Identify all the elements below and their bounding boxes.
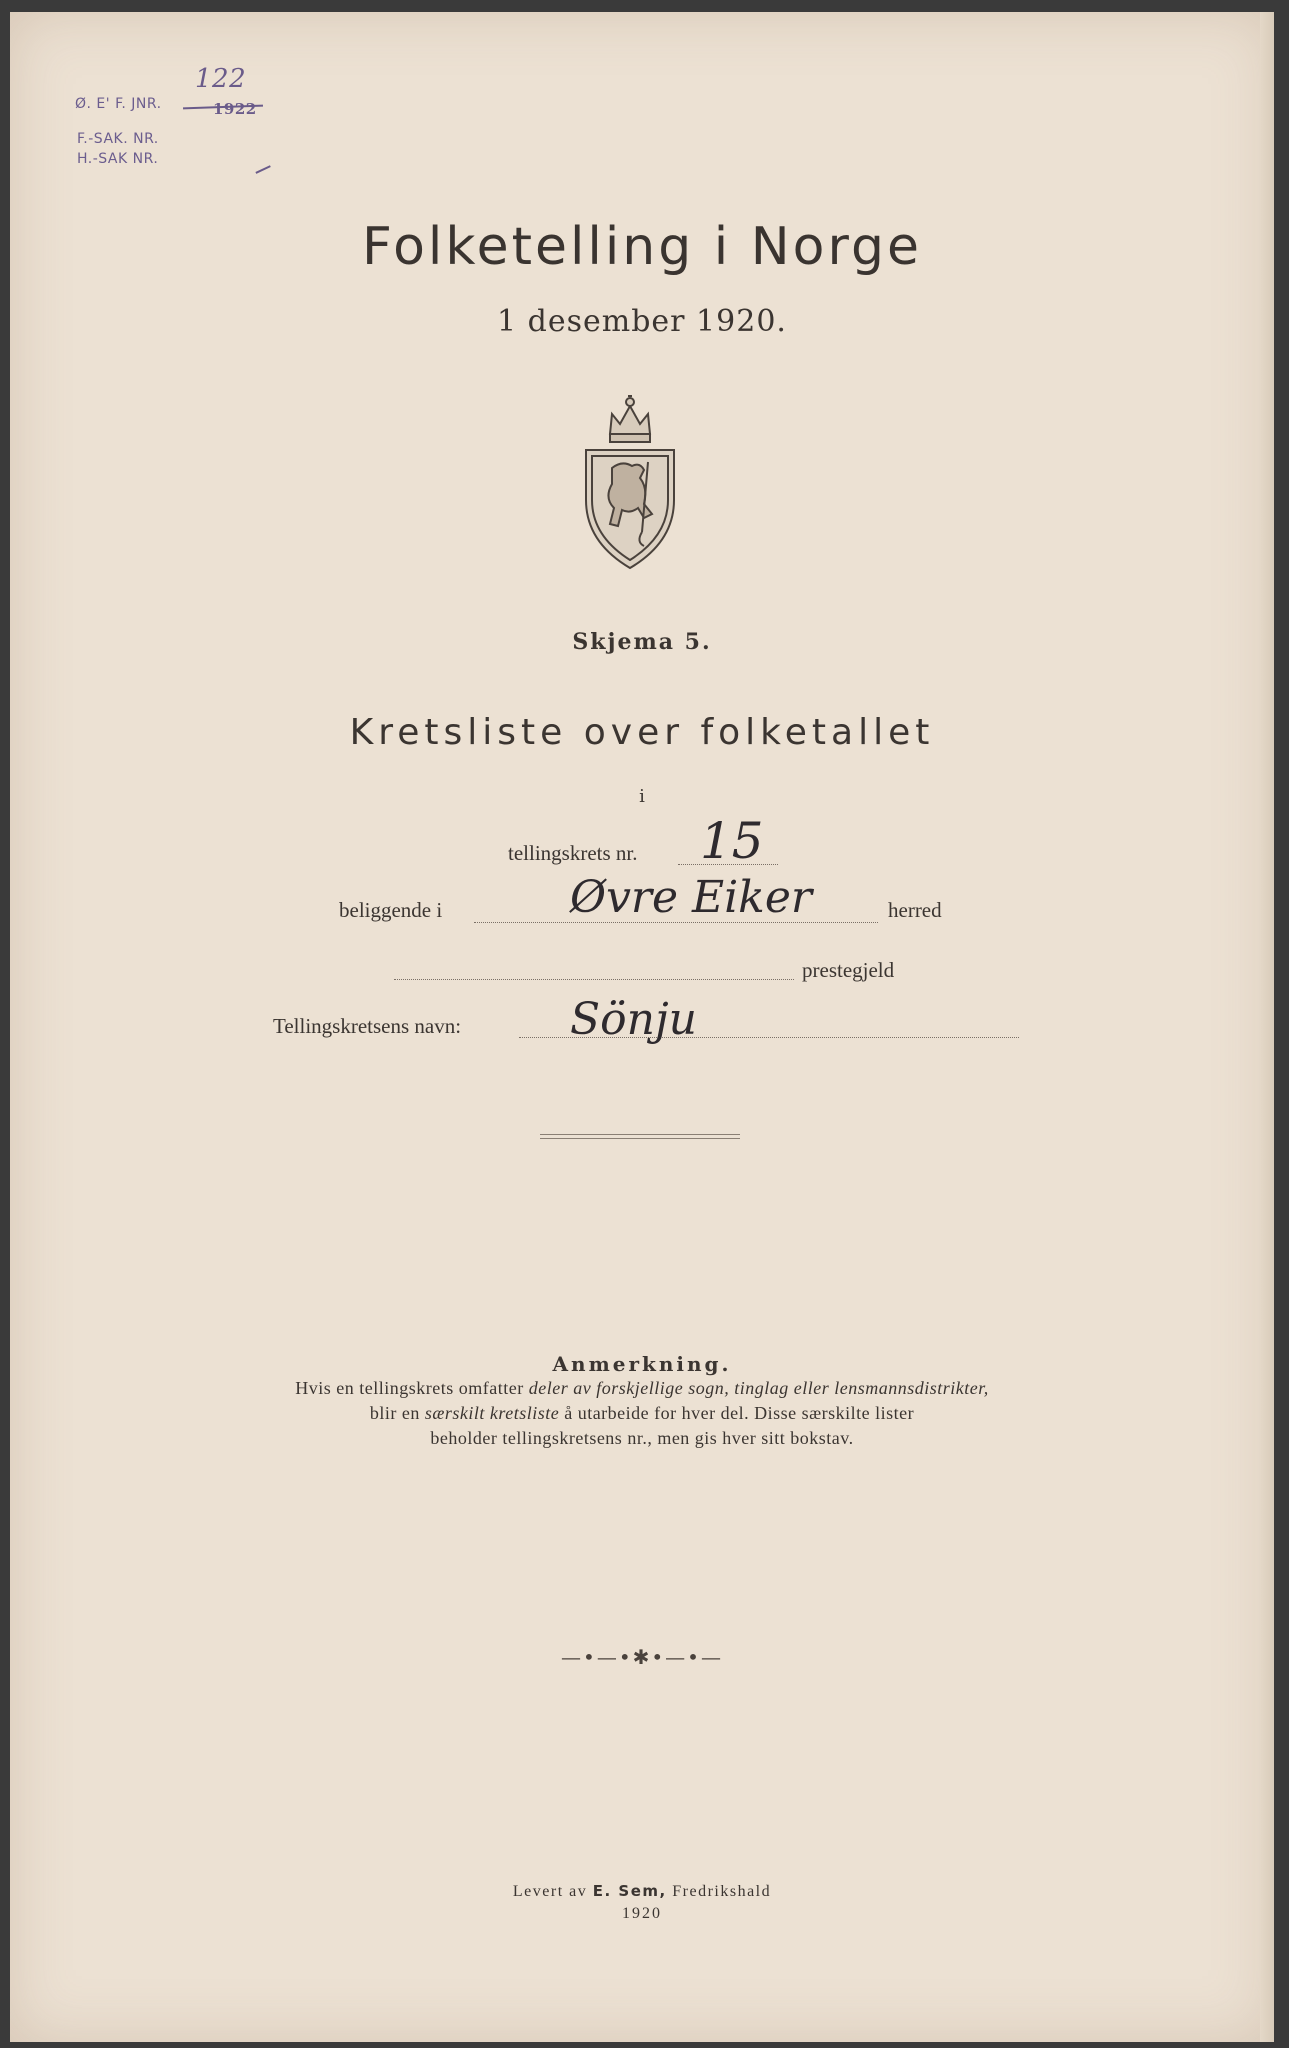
norwegian-coat-of-arms-icon — [582, 392, 678, 572]
remark-line-1 — [10, 1378, 1274, 1399]
divider-top — [540, 1134, 740, 1135]
printer-prefix: Levert av — [512, 1883, 593, 1900]
herred-label: herred — [888, 898, 942, 922]
printer-credit — [10, 1882, 1274, 1901]
stamp-hsak-label: H.-SAK NR. — [77, 151, 159, 167]
district-name-label: Tellingskretsens navn: — [273, 1014, 462, 1038]
remark-line-2 — [10, 1403, 1274, 1424]
stamp-mark — [251, 156, 271, 174]
printer-place: Fredrikshald — [666, 1883, 772, 1900]
stamp-journal-label: Ø. E' F. JNR. — [75, 96, 162, 112]
remark-line-2-italic: særskilt kretsliste — [424, 1403, 560, 1423]
district-number-label: tellingskrets nr. — [508, 841, 638, 865]
remark-line-1-italic: deler av forskjellige sogn, tinglag eller lensmannsdistrikter, — [528, 1378, 989, 1398]
remark-line-1-text: Hvis en tellingskrets omfatter — [295, 1378, 529, 1398]
divider-bottom — [540, 1138, 740, 1139]
district-number-value[interactable]: 15 — [700, 812, 764, 870]
page-title: Folketelling i Norge — [362, 217, 922, 277]
parish-line — [394, 979, 794, 980]
form-heading: Kretsliste over folketallet — [349, 712, 935, 753]
census-form-page — [10, 12, 1274, 2042]
remark-line-2-rest: å utarbeide for hver del. Disse særskilte lister — [559, 1403, 915, 1423]
located-value[interactable]: Øvre Eiker — [570, 872, 812, 923]
stamp-handwritten-number: 122 — [195, 64, 247, 94]
ornament-divider: —•—•✱•—•— — [561, 1645, 723, 1669]
connector-word: i — [639, 786, 645, 807]
located-label: beliggende i — [339, 898, 443, 922]
census-date: 1 desember 1920. — [497, 304, 787, 339]
stamp-handwritten-year: 1922 — [213, 100, 257, 118]
schema-number: Skjema 5. — [572, 629, 712, 655]
parish-label: prestegjeld — [802, 958, 895, 982]
printer-year: 1920 — [622, 1905, 662, 1922]
remark-line-3: beholder tellingskretsens nr., men gis hver sitt bokstav. — [430, 1428, 854, 1448]
district-name-value[interactable]: Sönju — [570, 994, 697, 1045]
archive-stamp — [65, 64, 305, 174]
remark-line-2-text: blir en — [369, 1403, 425, 1423]
printer-name: E. Sem, — [592, 1882, 667, 1900]
stamp-fsak-label: F.-SAK. NR. — [77, 131, 159, 147]
remark-heading: Anmerkning. — [552, 1352, 732, 1376]
